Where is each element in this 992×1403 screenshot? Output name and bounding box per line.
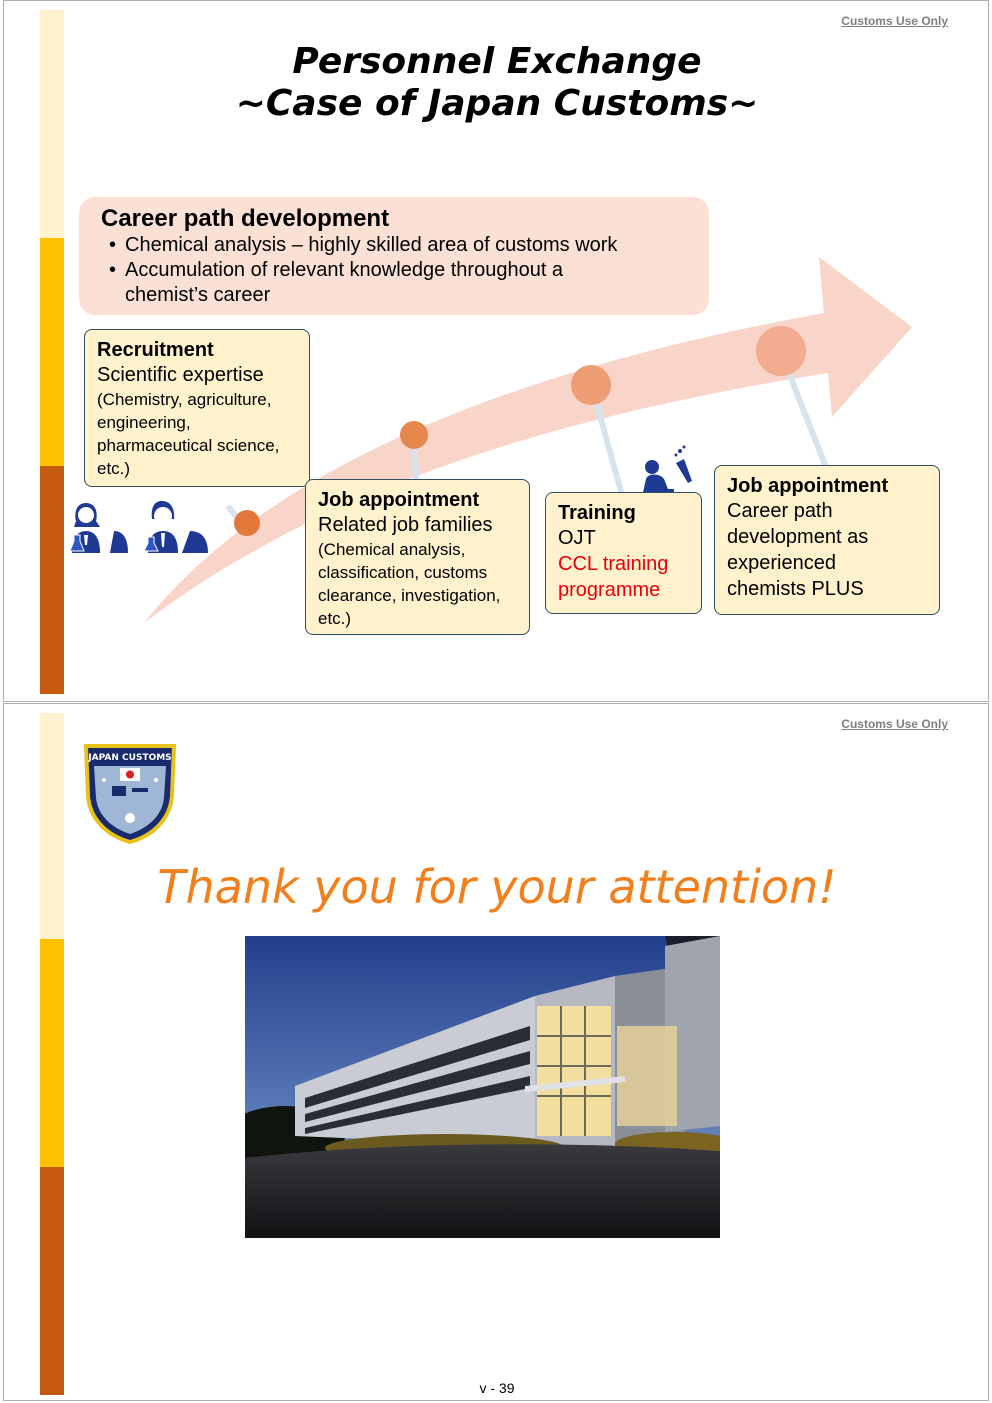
customs-use-only-label: Customs Use Only <box>841 717 948 731</box>
thank-you-message: Thank you for your attention! <box>157 860 837 914</box>
stage-main-text: Scientific expertise <box>97 364 264 386</box>
stage-card-recruitment <box>84 329 310 487</box>
stage-main-text: OJT <box>558 527 596 549</box>
stage-detail-text: (Chemistry, agriculture, engineering, pharmaceutical science, etc.) <box>97 390 280 478</box>
male-chemist-icon <box>144 501 208 553</box>
emblem-lettering: JAPAN CUSTOMS <box>88 753 172 763</box>
career-path-box <box>79 197 709 315</box>
stage-heading: Training <box>558 502 636 524</box>
milestone-dot <box>400 421 428 449</box>
slide-personnel-exchange <box>3 0 989 702</box>
slide-thank-you <box>3 703 989 1401</box>
japan-customs-emblem-icon <box>82 740 178 844</box>
page-number: v - 39 <box>479 1380 515 1396</box>
customs-laboratory-building-photo <box>245 936 720 1238</box>
sidebar-yellow-segment <box>40 939 64 1167</box>
career-bullet: • Accumulation of relevant knowledge throughout a chemist’s career <box>109 258 629 308</box>
milestone-dot <box>756 326 806 376</box>
stage-heading: Job appointment <box>318 489 480 511</box>
customs-use-only-label: Customs Use Only <box>841 14 948 28</box>
career-bullet: • Chemical analysis – highly skilled area of customs work <box>109 233 709 258</box>
female-chemist-icon <box>70 503 128 553</box>
stage-heading: Job appointment <box>727 475 889 497</box>
stage-main-text: Related job families <box>318 514 493 536</box>
sidebar-orange-segment <box>40 1167 64 1395</box>
slide-sidebar <box>40 713 64 1395</box>
career-heading: Career path development <box>101 205 390 232</box>
stage-highlight-text: CCL training programme <box>558 553 669 601</box>
title-line-1: Personnel Exchange <box>292 41 702 82</box>
title-line-2: ~Case of Japan Customs~ <box>235 83 759 124</box>
milestone-dot <box>234 510 260 536</box>
stage-heading: Recruitment <box>97 339 214 361</box>
microscope-researcher-icon <box>642 446 696 498</box>
career-bullet-list <box>109 233 709 308</box>
stage-card-experienced-chemist <box>714 465 940 615</box>
milestone-dot <box>571 365 611 405</box>
stage-detail-text: (Chemical analysis, classification, customs clearance, investigation, etc.) <box>318 540 501 628</box>
stage-card-training <box>545 492 702 614</box>
stage-main-text: Career path development as experienced chemists PLUS <box>727 500 869 600</box>
stage-card-job-appointment <box>305 479 530 635</box>
